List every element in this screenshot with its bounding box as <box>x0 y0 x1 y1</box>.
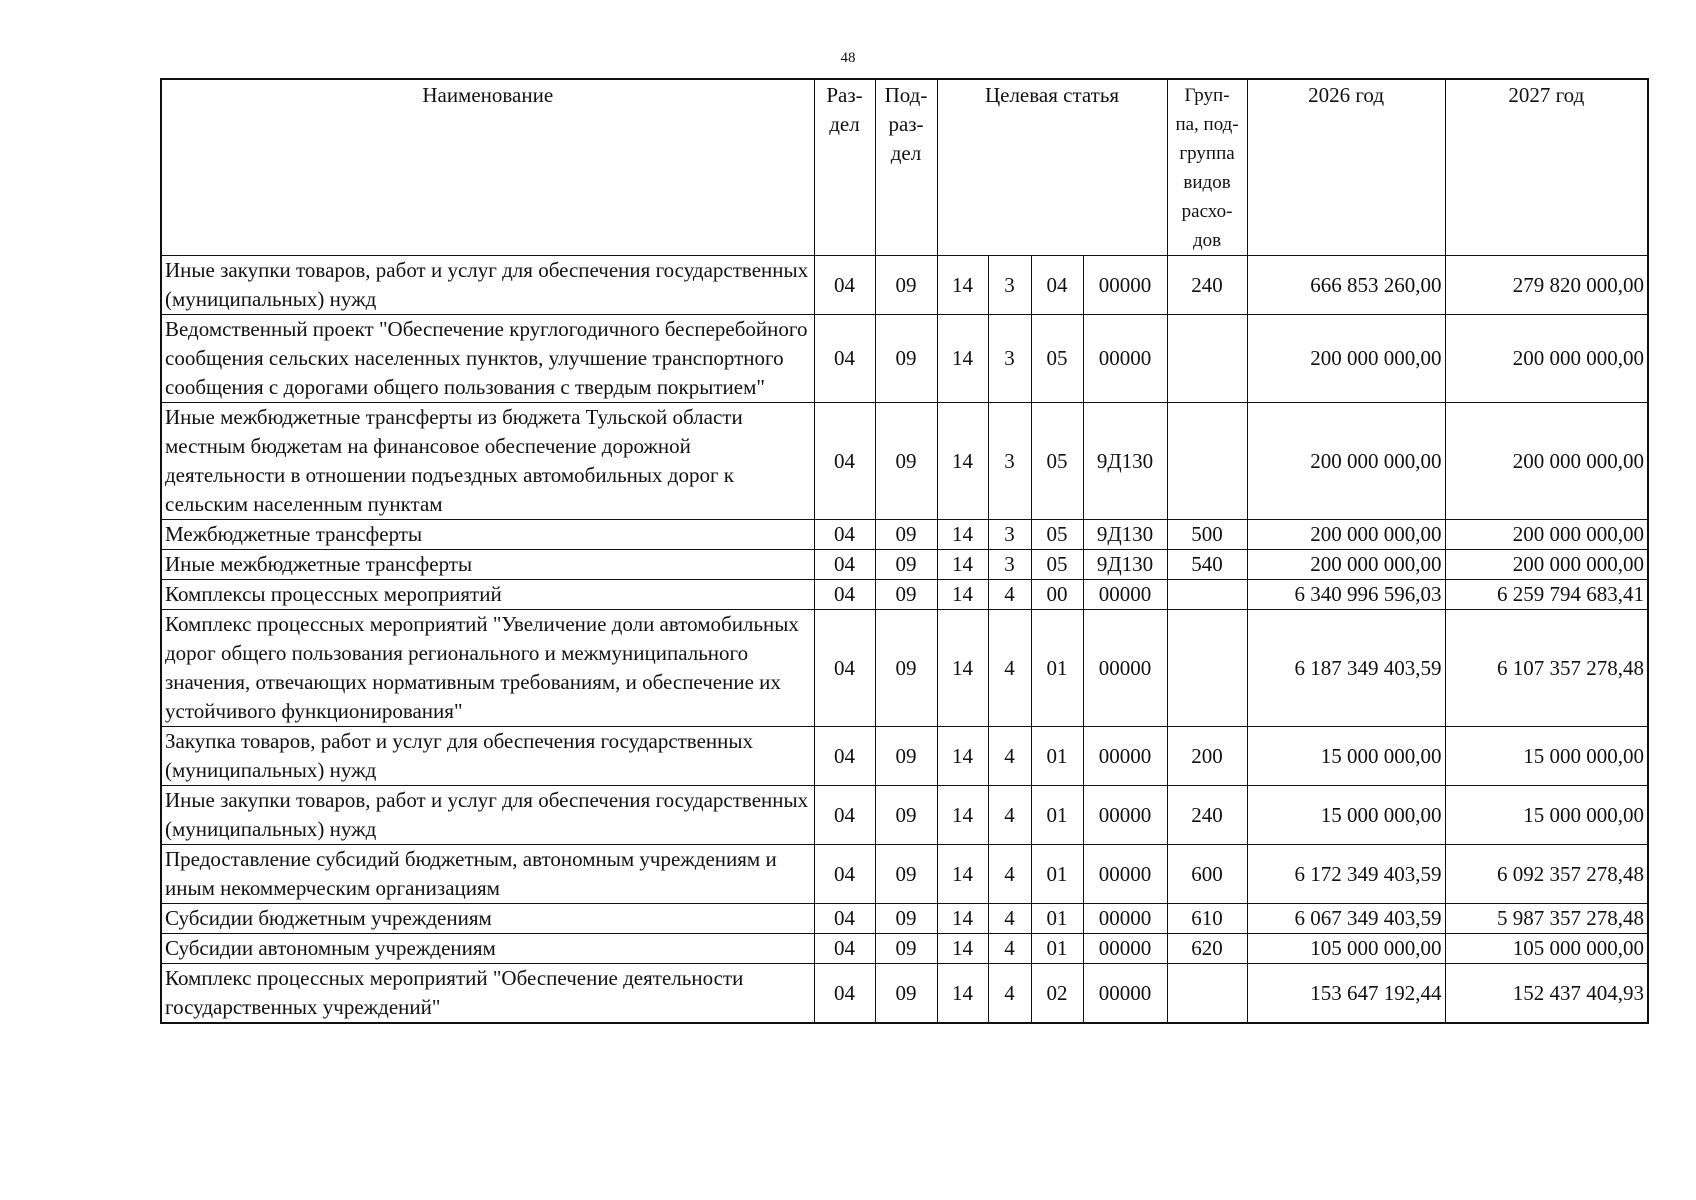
row-2027: 6 107 357 278,48 <box>1445 610 1648 727</box>
row-2027: 15 000 000,00 <box>1445 727 1648 786</box>
row-section: 04 <box>814 550 875 580</box>
row-target-3: 05 <box>1031 520 1083 550</box>
row-group: 620 <box>1167 934 1247 964</box>
row-target-2: 3 <box>988 550 1031 580</box>
table-row <box>161 315 1648 403</box>
row-target-2: 4 <box>988 727 1031 786</box>
row-group: 240 <box>1167 786 1247 845</box>
row-target-3: 02 <box>1031 964 1083 1024</box>
row-target-4: 9Д130 <box>1083 520 1167 550</box>
row-target-4: 00000 <box>1083 786 1167 845</box>
table-row <box>161 904 1648 934</box>
row-target-3: 00 <box>1031 580 1083 610</box>
row-2027: 200 000 000,00 <box>1445 403 1648 520</box>
row-name: Закупка товаров, работ и услуг для обеспечения государственных (муниципальных) нужд <box>161 727 814 786</box>
header-name: Наименование <box>161 79 814 256</box>
row-subsection: 09 <box>875 904 937 934</box>
row-section: 04 <box>814 964 875 1024</box>
row-name: Иные межбюджетные трансферты из бюджета Тульской области местным бюджетам на финансовое обеспечение дорожной деятельности в отношении подъездных автомобильных дорог к сельским населенным пунктам <box>161 403 814 520</box>
row-2027: 200 000 000,00 <box>1445 315 1648 403</box>
row-target-1: 14 <box>937 256 988 315</box>
row-target-3: 01 <box>1031 786 1083 845</box>
header-target: Целевая статья <box>937 79 1167 256</box>
row-group: 200 <box>1167 727 1247 786</box>
row-name: Комплексы процессных мероприятий <box>161 580 814 610</box>
row-subsection: 09 <box>875 934 937 964</box>
row-target-3: 05 <box>1031 550 1083 580</box>
row-2026: 200 000 000,00 <box>1247 520 1445 550</box>
row-target-1: 14 <box>937 520 988 550</box>
table-row <box>161 786 1648 845</box>
row-target-4: 00000 <box>1083 904 1167 934</box>
row-target-4: 9Д130 <box>1083 403 1167 520</box>
row-2027: 279 820 000,00 <box>1445 256 1648 315</box>
row-target-4: 00000 <box>1083 934 1167 964</box>
row-2026: 200 000 000,00 <box>1247 403 1445 520</box>
header-section: Раз- дел <box>814 79 875 256</box>
row-target-2: 3 <box>988 403 1031 520</box>
header-subsection: Под- раз- дел <box>875 79 937 256</box>
row-2027: 200 000 000,00 <box>1445 550 1648 580</box>
row-section: 04 <box>814 786 875 845</box>
row-2027: 6 259 794 683,41 <box>1445 580 1648 610</box>
table-row <box>161 934 1648 964</box>
row-group: 540 <box>1167 550 1247 580</box>
row-2026: 153 647 192,44 <box>1247 964 1445 1024</box>
table-row <box>161 550 1648 580</box>
table-row <box>161 727 1648 786</box>
row-group: 610 <box>1167 904 1247 934</box>
header-2027: 2027 год <box>1445 79 1648 256</box>
row-subsection: 09 <box>875 580 937 610</box>
row-target-4: 00000 <box>1083 315 1167 403</box>
row-name: Комплекс процессных мероприятий "Увеличение доли автомобильных дорог общего пользования регионального и межмуниципального значения, отвечающих нормативным требованиям, и обеспечение их устойчивого функционирования" <box>161 610 814 727</box>
row-subsection: 09 <box>875 315 937 403</box>
row-2026: 6 187 349 403,59 <box>1247 610 1445 727</box>
row-target-2: 4 <box>988 904 1031 934</box>
row-target-2: 4 <box>988 580 1031 610</box>
row-2027: 15 000 000,00 <box>1445 786 1648 845</box>
row-target-1: 14 <box>937 964 988 1024</box>
table-row <box>161 520 1648 550</box>
row-target-4: 00000 <box>1083 845 1167 904</box>
row-name: Ведомственный проект "Обеспечение круглогодичного бесперебойного сообщения сельских населенных пунктов, улучшение транспортного сообщения с дорогами общего пользования с твердым покрытием" <box>161 315 814 403</box>
row-target-1: 14 <box>937 727 988 786</box>
row-name: Комплекс процессных мероприятий "Обеспечение деятельности государственных учреждений" <box>161 964 814 1024</box>
row-name: Иные закупки товаров, работ и услуг для обеспечения государственных (муниципальных) нужд <box>161 256 814 315</box>
row-2026: 6 067 349 403,59 <box>1247 904 1445 934</box>
row-subsection: 09 <box>875 610 937 727</box>
table-row <box>161 403 1648 520</box>
row-section: 04 <box>814 403 875 520</box>
row-name: Межбюджетные трансферты <box>161 520 814 550</box>
header-2026: 2026 год <box>1247 79 1445 256</box>
row-name: Предоставление субсидий бюджетным, автономным учреждениям и иным некоммерческим организациям <box>161 845 814 904</box>
row-group <box>1167 403 1247 520</box>
row-name: Иные закупки товаров, работ и услуг для обеспечения государственных (муниципальных) нужд <box>161 786 814 845</box>
row-target-1: 14 <box>937 934 988 964</box>
row-2026: 15 000 000,00 <box>1247 727 1445 786</box>
table-row <box>161 256 1648 315</box>
row-section: 04 <box>814 256 875 315</box>
row-2026: 666 853 260,00 <box>1247 256 1445 315</box>
row-group <box>1167 610 1247 727</box>
row-target-3: 04 <box>1031 256 1083 315</box>
row-target-2: 4 <box>988 845 1031 904</box>
row-2027: 6 092 357 278,48 <box>1445 845 1648 904</box>
row-2026: 105 000 000,00 <box>1247 934 1445 964</box>
row-name: Иные межбюджетные трансферты <box>161 550 814 580</box>
row-target-3: 05 <box>1031 315 1083 403</box>
row-target-4: 00000 <box>1083 580 1167 610</box>
row-section: 04 <box>814 610 875 727</box>
row-target-4: 00000 <box>1083 964 1167 1024</box>
table-row <box>161 580 1648 610</box>
row-2027: 152 437 404,93 <box>1445 964 1648 1024</box>
row-group: 500 <box>1167 520 1247 550</box>
row-2027: 200 000 000,00 <box>1445 520 1648 550</box>
row-target-1: 14 <box>937 315 988 403</box>
table-row <box>161 845 1648 904</box>
row-target-1: 14 <box>937 550 988 580</box>
row-target-4: 00000 <box>1083 256 1167 315</box>
row-target-3: 01 <box>1031 610 1083 727</box>
row-subsection: 09 <box>875 520 937 550</box>
page-number: 48 <box>840 50 856 66</box>
row-target-3: 01 <box>1031 727 1083 786</box>
row-target-1: 14 <box>937 904 988 934</box>
row-target-2: 4 <box>988 934 1031 964</box>
row-subsection: 09 <box>875 727 937 786</box>
row-section: 04 <box>814 934 875 964</box>
row-subsection: 09 <box>875 964 937 1024</box>
row-target-1: 14 <box>937 610 988 727</box>
row-name: Субсидии автономным учреждениям <box>161 934 814 964</box>
row-target-3: 01 <box>1031 904 1083 934</box>
row-target-1: 14 <box>937 786 988 845</box>
row-section: 04 <box>814 520 875 550</box>
row-subsection: 09 <box>875 403 937 520</box>
row-target-3: 01 <box>1031 934 1083 964</box>
row-target-1: 14 <box>937 580 988 610</box>
row-group: 600 <box>1167 845 1247 904</box>
row-target-2: 3 <box>988 315 1031 403</box>
row-section: 04 <box>814 315 875 403</box>
row-2026: 6 340 996 596,03 <box>1247 580 1445 610</box>
row-target-4: 00000 <box>1083 610 1167 727</box>
row-target-2: 4 <box>988 786 1031 845</box>
row-target-2: 3 <box>988 520 1031 550</box>
row-target-2: 3 <box>988 256 1031 315</box>
row-2027: 105 000 000,00 <box>1445 934 1648 964</box>
row-group <box>1167 964 1247 1024</box>
row-section: 04 <box>814 904 875 934</box>
row-section: 04 <box>814 580 875 610</box>
row-2026: 200 000 000,00 <box>1247 315 1445 403</box>
row-section: 04 <box>814 727 875 786</box>
row-subsection: 09 <box>875 550 937 580</box>
table-body <box>161 256 1648 1024</box>
row-group <box>1167 580 1247 610</box>
row-target-1: 14 <box>937 845 988 904</box>
table-row <box>161 964 1648 1024</box>
row-subsection: 09 <box>875 845 937 904</box>
row-2027: 5 987 357 278,48 <box>1445 904 1648 934</box>
row-target-3: 01 <box>1031 845 1083 904</box>
row-target-3: 05 <box>1031 403 1083 520</box>
header-group: Груп- па, под- группа видов расхо- дов <box>1167 79 1247 256</box>
row-target-2: 4 <box>988 964 1031 1024</box>
row-subsection: 09 <box>875 256 937 315</box>
row-target-4: 9Д130 <box>1083 550 1167 580</box>
row-subsection: 09 <box>875 786 937 845</box>
row-2026: 6 172 349 403,59 <box>1247 845 1445 904</box>
row-2026: 200 000 000,00 <box>1247 550 1445 580</box>
row-group <box>1167 315 1247 403</box>
row-group: 240 <box>1167 256 1247 315</box>
row-target-4: 00000 <box>1083 727 1167 786</box>
row-section: 04 <box>814 845 875 904</box>
row-target-1: 14 <box>937 403 988 520</box>
table-header-row <box>161 79 1648 256</box>
row-2026: 15 000 000,00 <box>1247 786 1445 845</box>
table-row <box>161 610 1648 727</box>
row-name: Субсидии бюджетным учреждениям <box>161 904 814 934</box>
row-target-2: 4 <box>988 610 1031 727</box>
budget-table <box>160 78 1649 1024</box>
